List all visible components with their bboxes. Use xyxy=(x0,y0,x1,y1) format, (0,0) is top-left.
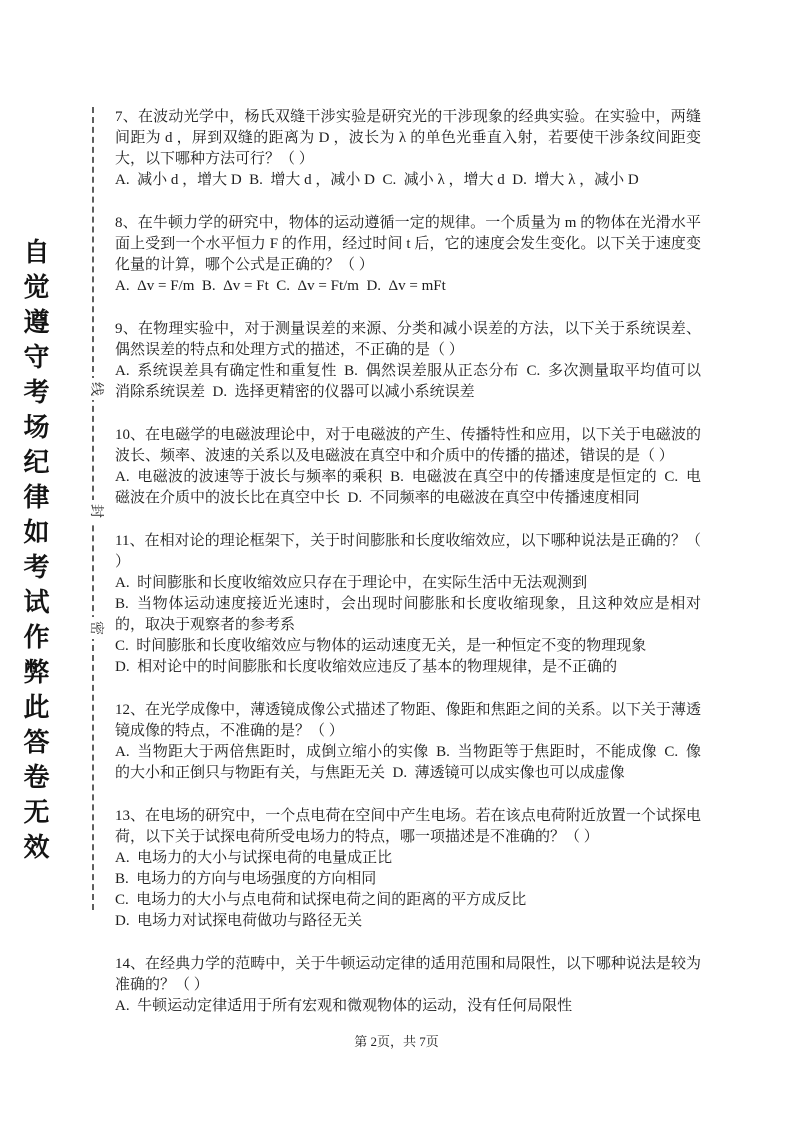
question-options: A. Δv = F/m B. Δv = Ft C. Δv = Ft/m D. Δv = mFt xyxy=(115,278,446,294)
question-option-b: B. 当物体运动速度接近光速时，会出现时间膨胀和长度收缩现象，且这种效应是相对的，取决于观察者的参考系 xyxy=(115,596,701,633)
question-option-a: A. 时间膨胀和长度收缩效应只存在于理论中，在实际生活中无法观测到 xyxy=(115,575,588,591)
question-stem: 9、在物理实验中，对于测量误差的来源、分类和减小误差的方法，以下关于系统误差、偶然误差的特点和处理方式的描述，不正确的是（ ） xyxy=(115,321,701,358)
question-option-c: C. 电场力的大小与点电荷和试探电荷之间的距离的平方成反比 xyxy=(115,892,527,908)
seal-line xyxy=(88,107,103,910)
question-8 xyxy=(115,213,701,297)
question-10 xyxy=(115,425,701,509)
seal-char-mi: 密 xyxy=(84,617,106,639)
question-stem: 14、在经典力学的范畴中，关于牛顿运动定律的适用范围和局限性，以下哪种说法是较为准确的？（ ） xyxy=(115,956,701,993)
question-options: A. 系统误差具有确定性和重复性 B. 偶然误差服从正态分布 C. 多次测量取平均值可以消除系统误差 D. 选择更精密的仪器可以减小系统误差 xyxy=(115,363,701,400)
question-stem: 11、在相对论的理论框架下，关于时间膨胀和长度收缩效应，以下哪种说法是正确的？（ ） xyxy=(115,533,701,570)
question-options: A. 当物距大于两倍焦距时，成倒立缩小的实像 B. 当物距等于焦距时，不能成像 C. 像的大小和正倒只与物距有关，与焦距无关 D. 薄透镜可以成实像也可以成虚像 xyxy=(115,744,701,781)
question-option-a: A. 牛顿运动定律适用于所有宏观和微观物体的运动，没有任何局限性 xyxy=(115,998,573,1014)
seal-char-feng: 封 xyxy=(84,500,106,522)
question-options: A. 减小 d ，增大 D B. 增大 d ，减小 D C. 减小 λ ，增大 d D. 增大 λ ，减小 D xyxy=(115,172,639,188)
seal-char-xian: 线 xyxy=(84,378,106,400)
question-stem: 7、在波动光学中，杨氏双缝干涉实验是研究光的干涉现象的经典实验。在实验中，两缝间距为 d ，屏到双缝的距离为 D ，波长为 λ 的单色光垂直入射，若要使干涉条纹间距变大，以下哪种方法可行？（ ） xyxy=(115,109,701,167)
question-options: A. 电磁波的波速等于波长与频率的乘积 B. 电磁波在真空中的传播速度是恒定的 C. 电磁波在介质中的波长比在真空中长 D. 不同频率的电磁波在真空中传播速度相同 xyxy=(115,469,701,506)
question-13 xyxy=(115,806,701,932)
question-option-a: A. 电场力的大小与试探电荷的电量成正比 xyxy=(115,850,393,866)
exam-discipline-notice: 自觉遵守考场纪律如考试作弊此答卷无效 xyxy=(20,238,49,868)
question-option-d: D. 电场力对试探电荷做功与路径无关 xyxy=(115,913,363,929)
question-option-d: D. 相对论中的时间膨胀和长度收缩效应违反了基本的物理规律，是不正确的 xyxy=(115,659,618,675)
question-stem: 8、在牛顿力学的研究中，物体的运动遵循一定的规律。一个质量为 m 的物体在光滑水平面上受到一个水平恒力 F 的作用，经过时间 t 后，它的速度会发生变化。以下关于速度变化量的计算，哪个公式是正确的？（ ） xyxy=(115,215,701,273)
question-7 xyxy=(115,107,701,191)
question-9 xyxy=(115,319,701,403)
question-option-c: C. 时间膨胀和长度收缩效应与物体的运动速度无关，是一种恒定不变的物理现象 xyxy=(115,638,647,654)
question-stem: 10、在电磁学的电磁波理论中，对于电磁波的产生、传播特性和应用，以下关于电磁波的波长、频率、波速的关系以及电磁波在真空中和介质中的传播的描述，错误的是（ ） xyxy=(115,427,701,464)
questions-area xyxy=(115,107,701,1039)
question-stem: 13、在电场的研究中，一个点电荷在空间中产生电场。若在该点电荷附近放置一个试探电荷，以下关于试探电荷所受电场力的特点，哪一项描述是不准确的？（ ） xyxy=(115,808,701,845)
question-14 xyxy=(115,954,701,1017)
question-option-b: B. 电场力的方向与电场强度的方向相同 xyxy=(115,871,377,887)
question-11 xyxy=(115,531,701,678)
question-12 xyxy=(115,700,701,784)
page-number: 第 2页，共 7页 xyxy=(354,1034,439,1049)
question-stem: 12、在光学成像中，薄透镜成像公式描述了物距、像距和焦距之间的关系。以下关于薄透镜成像的特点，不准确的是？（ ） xyxy=(115,702,701,739)
